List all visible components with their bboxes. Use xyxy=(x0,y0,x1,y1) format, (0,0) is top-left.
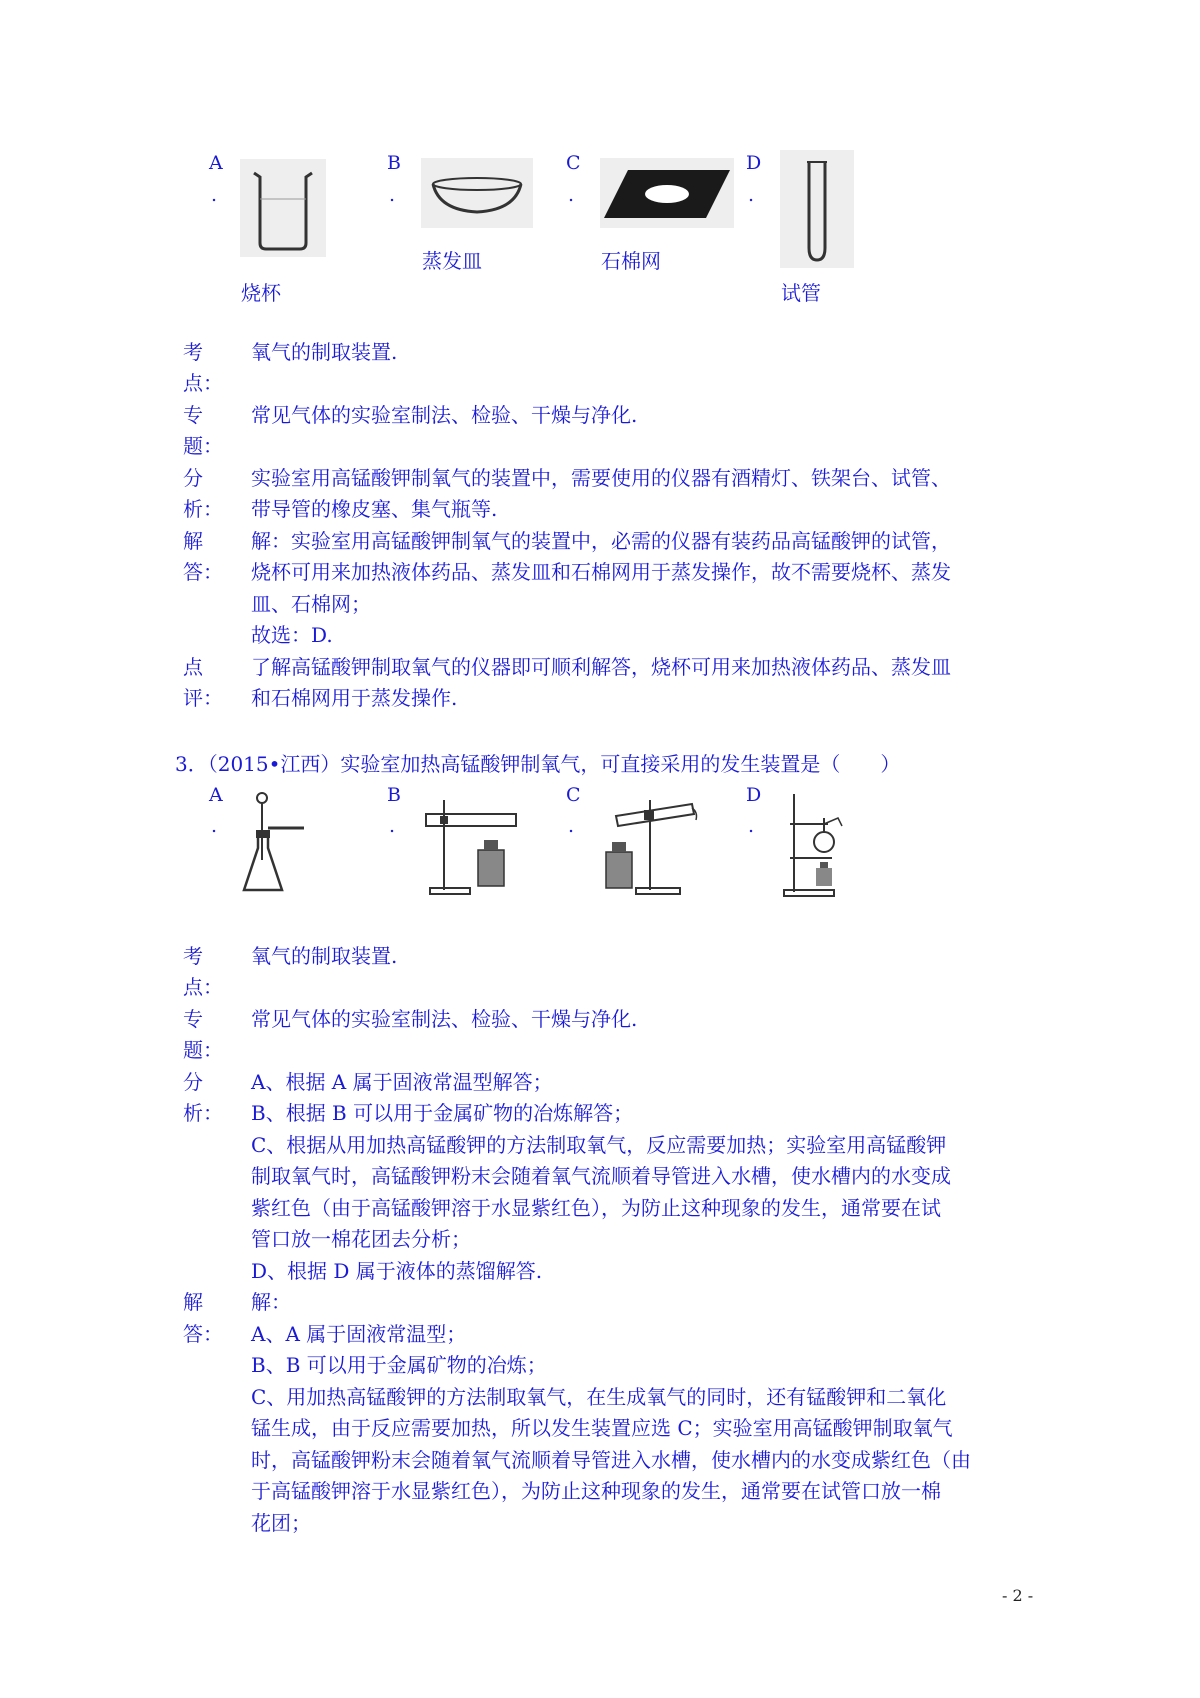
q3-jieda-row-6 xyxy=(0,1445,1200,1476)
q2-zhuanti-row xyxy=(0,400,1200,431)
q2-option-c-letter: C xyxy=(566,152,581,174)
zhuanti-label-2: 题： xyxy=(183,1038,223,1062)
q2-option-d-caption: 试管 xyxy=(781,281,821,305)
q3-fenxi-row-2 xyxy=(0,1098,1200,1129)
q3-title: 3．（2015•江西）实验室加热高锰酸钾制氧气，可直接采用的发生装置是（ ） xyxy=(175,752,901,776)
q3-jieda-row xyxy=(0,1287,1200,1318)
kaodian-label-2: 点： xyxy=(183,975,223,999)
q2-dianping-row xyxy=(0,652,1200,683)
fenxi-label-2: 析： xyxy=(183,497,223,521)
q3-zhuanti-row xyxy=(0,1004,1200,1035)
q3-jieda-row-8 xyxy=(0,1508,1200,1539)
jieda-text-line-1: 解： xyxy=(251,1290,291,1314)
q2-option-d-dot: . xyxy=(748,184,755,206)
kaodian-text: 氧气的制取装置. xyxy=(251,944,398,968)
zhuanti-label: 专 xyxy=(183,1007,203,1031)
test-tube-icon xyxy=(780,150,854,268)
jieda-label-2: 答： xyxy=(183,560,223,584)
q3-zhuanti-row-2 xyxy=(0,1035,1200,1066)
jieda-text-line-7: 于高锰酸钾溶于水显紫红色），为防止这种现象的发生，通常要在试管口放一棉 xyxy=(251,1479,941,1503)
q2-option-a-dot: . xyxy=(211,184,218,206)
q3-fenxi-row xyxy=(0,1067,1200,1098)
q3-option-a-letter: A xyxy=(209,784,223,806)
q3-option-c-dot: . xyxy=(568,815,575,837)
jieda-text-line-3: 皿、石棉网； xyxy=(251,592,371,616)
jieda-text-line-4: 故选：D. xyxy=(251,623,333,647)
zhuanti-label: 专 xyxy=(183,403,203,427)
jieda-text-line-2: 烧杯可用来加热液体药品、蒸发皿和石棉网用于蒸发操作，故不需要烧杯、蒸发 xyxy=(251,560,951,584)
q3-jieda-row-3 xyxy=(0,1350,1200,1381)
jieda-text-line-6: 时，高锰酸钾粉末会随着氧气流顺着导管进入水槽，使水槽内的水变成紫红色（由 xyxy=(251,1448,971,1472)
kaodian-text: 氧气的制取装置. xyxy=(251,340,398,364)
fenxi-text-line-2: 带导管的橡皮塞、集气瓶等. xyxy=(251,497,498,521)
q2-jieda-row xyxy=(0,526,1200,557)
fenxi-text-line-1: A、根据 A 属于固液常温型解答； xyxy=(251,1070,553,1094)
dianping-text-line-2: 和石棉网用于蒸发操作. xyxy=(251,686,458,710)
kaodian-label: 考 xyxy=(183,944,203,968)
page-number: - 2 - xyxy=(1002,1586,1034,1605)
q2-option-b-caption: 蒸发皿 xyxy=(422,249,482,273)
q3-option-d-letter: D xyxy=(746,784,762,806)
q2-zhuanti-row-2 xyxy=(0,431,1200,462)
kaodian-label-2: 点： xyxy=(183,371,223,395)
q2-jieda-row-2 xyxy=(0,557,1200,588)
fenxi-text-line-5: 紫红色（由于高锰酸钾溶于水显紫红色），为防止这种现象的发生，通常要在试 xyxy=(251,1196,941,1220)
q2-jieda-row-4 xyxy=(0,620,1200,651)
fenxi-label: 分 xyxy=(183,1070,203,1094)
q3-fenxi-row-6 xyxy=(0,1224,1200,1255)
jieda-text-line-2: A、A 属于固液常温型； xyxy=(251,1322,467,1346)
dianping-label-2: 评： xyxy=(183,686,223,710)
fenxi-label: 分 xyxy=(183,466,203,490)
fenxi-text-line-2: B、根据 B 可以用于金属矿物的冶炼解答； xyxy=(251,1101,634,1125)
asbestos-gauze-icon xyxy=(600,158,734,228)
q3-fenxi-row-3 xyxy=(0,1130,1200,1161)
jieda-text-line-4: C、用加热高锰酸钾的方法制取氧气，在生成氧气的同时，还有锰酸钾和二氧化 xyxy=(251,1385,947,1409)
jieda-text-line-1: 解：实验室用高锰酸钾制氧气的装置中，必需的仪器有装药品高锰酸钾的试管， xyxy=(251,529,951,553)
fenxi-label-2: 析： xyxy=(183,1101,223,1125)
q2-option-d-letter: D xyxy=(746,152,762,174)
q2-option-a-caption: 烧杯 xyxy=(241,281,281,305)
jieda-text-line-8: 花团； xyxy=(251,1511,311,1535)
q2-option-c-caption: 石棉网 xyxy=(601,249,661,273)
q2-kaodian-row-2 xyxy=(0,368,1200,399)
dianping-text-line-1: 了解高锰酸钾制取氧气的仪器即可顺利解答，烧杯可用来加热液体药品、蒸发皿 xyxy=(251,655,951,679)
q3-kaodian-row-2 xyxy=(0,972,1200,1003)
q2-option-c-dot: . xyxy=(568,184,575,206)
q3-fenxi-row-7 xyxy=(0,1256,1200,1287)
q2-fenxi-row-2 xyxy=(0,494,1200,525)
q3-jieda-row-5 xyxy=(0,1413,1200,1444)
jieda-text-line-5: 锰生成，由于反应需要加热，所以发生装置应选 C；实验室用高锰酸钾制取氧气 xyxy=(251,1416,953,1440)
q3-jieda-row-4 xyxy=(0,1382,1200,1413)
jieda-label-2: 答： xyxy=(183,1322,223,1346)
jieda-label: 解 xyxy=(183,1290,203,1314)
q3-fenxi-row-5 xyxy=(0,1193,1200,1224)
q3-fenxi-row-4 xyxy=(0,1161,1200,1192)
q3-kaodian-row xyxy=(0,941,1200,972)
q3-jieda-row-7 xyxy=(0,1476,1200,1507)
q3-option-a-dot: . xyxy=(211,815,218,837)
fenxi-text-line-3: C、根据从用加热高锰酸钾的方法制取氧气，反应需要加热；实验室用高锰酸钾 xyxy=(251,1133,947,1157)
inclined-tube-apparatus-icon xyxy=(598,790,702,898)
zhuanti-label-2: 题： xyxy=(183,434,223,458)
q3-jieda-row-2 xyxy=(0,1319,1200,1350)
q2-dianping-row-2 xyxy=(0,683,1200,714)
fenxi-text-line-6: 管口放一棉花团去分析； xyxy=(251,1227,471,1251)
q2-option-a-letter: A xyxy=(209,152,223,174)
q2-jieda-row-3 xyxy=(0,589,1200,620)
q3-option-b-letter: B xyxy=(387,784,401,806)
zhuanti-text: 常见气体的实验室制法、检验、干燥与净化. xyxy=(251,1007,638,1031)
fenxi-text-line-4: 制取氧气时，高锰酸钾粉末会随着氧气流顺着导管进入水槽，使水槽内的水变成 xyxy=(251,1164,951,1188)
q3-option-d-dot: . xyxy=(748,815,755,837)
beaker-icon xyxy=(240,159,326,257)
evaporating-dish-icon xyxy=(421,158,533,228)
q3-option-b-dot: . xyxy=(389,815,396,837)
q2-fenxi-row xyxy=(0,463,1200,494)
q3-option-c-letter: C xyxy=(566,784,581,806)
zhuanti-text: 常见气体的实验室制法、检验、干燥与净化. xyxy=(251,403,638,427)
flask-apparatus-icon xyxy=(240,790,310,896)
q2-option-b-dot: . xyxy=(389,184,396,206)
distillation-apparatus-icon xyxy=(780,788,854,900)
kaodian-label: 考 xyxy=(183,340,203,364)
jieda-text-line-3: B、B 可以用于金属矿物的冶炼； xyxy=(251,1353,547,1377)
horizontal-tube-apparatus-icon xyxy=(420,792,520,898)
jieda-label: 解 xyxy=(183,529,203,553)
fenxi-text-line-1: 实验室用高锰酸钾制氧气的装置中，需要使用的仪器有酒精灯、铁架台、试管、 xyxy=(251,466,951,490)
q2-option-b-letter: B xyxy=(387,152,401,174)
q2-kaodian-row xyxy=(0,337,1200,368)
fenxi-text-line-7: D、根据 D 属于液体的蒸馏解答. xyxy=(251,1259,543,1283)
dianping-label: 点 xyxy=(183,655,203,679)
